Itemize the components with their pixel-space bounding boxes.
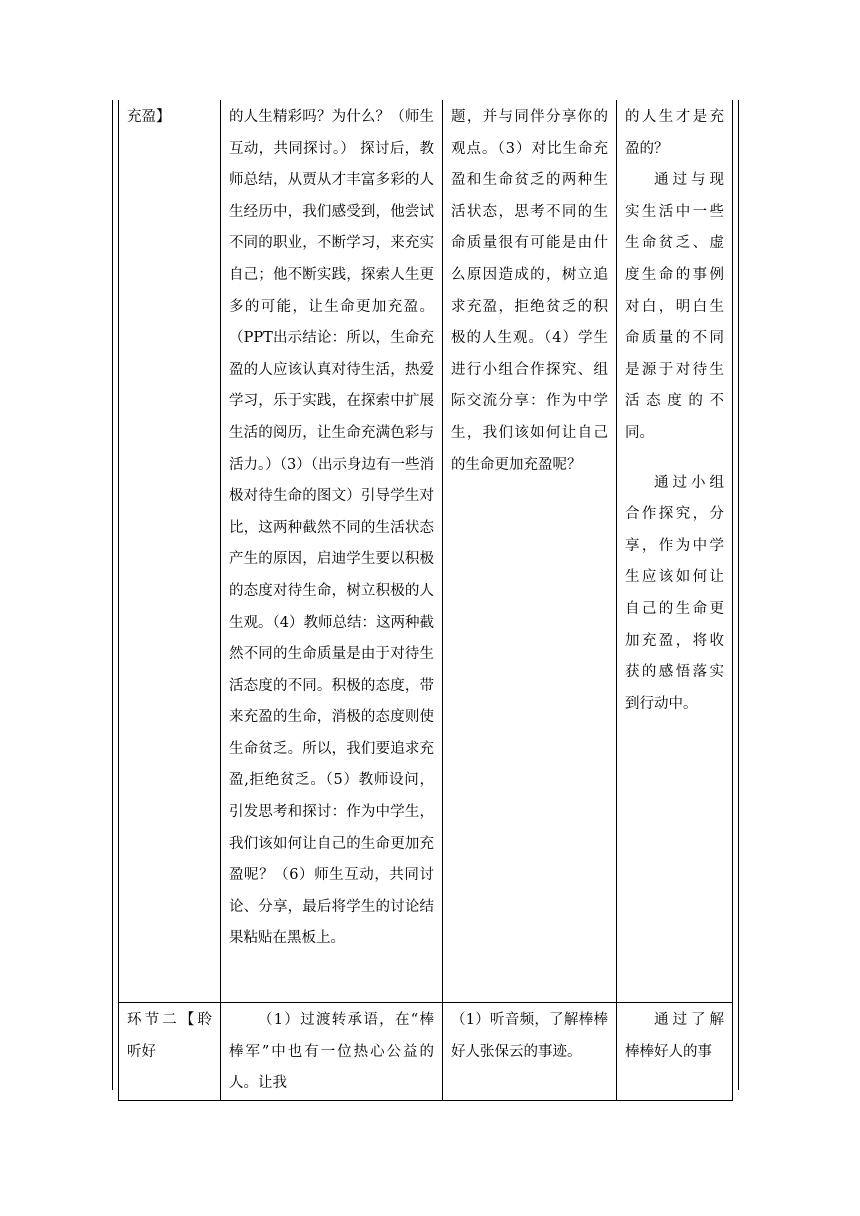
student-activity-cell: [443, 1003, 617, 1101]
stage-text: 充盈】: [127, 109, 171, 125]
design-intent-text-3: 通过小组合作探究，分享，作为中学生应该如何让自己的生命更加充盈，将收获的感悟落实到行动中。: [625, 474, 724, 712]
stage-cell: [119, 100, 221, 1003]
design-intent-text-1: 的人生才是充盈的？: [625, 109, 724, 157]
teacher-activity-cell: [221, 100, 443, 1003]
lesson-plan-table: [118, 100, 733, 1101]
teacher-activity-cell: [221, 1003, 443, 1101]
stage-text: 环节二【聆听好: [127, 1012, 212, 1060]
design-intent-cell: [617, 100, 733, 1003]
paragraph-gap: [625, 450, 724, 468]
student-activity-text: （1）听音频，了解棒棒好人张保云的事迹。: [451, 1012, 608, 1060]
table-row: [119, 100, 733, 1003]
student-activity-cell: [443, 100, 617, 1003]
teacher-activity-text: （1）过渡转承语，在“棒棒军”中也有一位热心公益的人。让我: [229, 1012, 434, 1092]
table-row: [119, 1003, 733, 1101]
design-intent-cell: [617, 1003, 733, 1101]
stage-cell: [119, 1003, 221, 1101]
teacher-activity-text: 的人生精彩吗？为什么？（师生互动，共同探讨。） 探讨后，教师总结，从贾从才丰富多彩的人生经历中，我们感受到，他尝试不同的职业，不断学习，来充实自己；他不断实践，探索人生更多的可能，让生命更加充盈。（PPT出示结论：所以，生命充盈的人应该认真对待生活，热爱学习，乐于实践，在探索中扩展生活的阅历，让生命充满色彩与活力。）（3）（出示身边有一些消极对待生命的图文）引导学生对比，这两种截然不同的生活状态产生的原因，启迪学生要以积极的态度对待生命，树立积极的人生观。（4）教师总结：这两种截然不同的生命质量是由于对待生活态度的不同。积极的态度，带来充盈的生命，消极的态度则使生命贫乏。所以，我们要追求充盈,拒绝贫乏。（5）教师设问，引发思考和探讨：作为中学生，我们该如何让自己的生命更加充盈呢？（6）师生互动，共同讨论、分享，最后将学生的讨论结果粘贴在黑板上。: [229, 109, 434, 947]
student-activity-text: 题，并与同伴分享你的观点。（3）对比生命充盈和生命贫乏的两种生活状态，思考不同的生命质量很有可能是由什么原因造成的，树立追求充盈，拒绝贫乏的积极的人生观。（4）学生进行小组合作探究、组际交流分享：作为中学生，我们该如何让自己的生命更加充盈呢？: [451, 109, 608, 473]
design-intent-text-1: 通过了解棒棒好人的事: [625, 1012, 724, 1060]
design-intent-text-2: 通过与现实生活中一些生命贫乏、虚度生命的事例对白，明白生命质量的不同是源于对待生活态度的不同。: [625, 172, 724, 441]
